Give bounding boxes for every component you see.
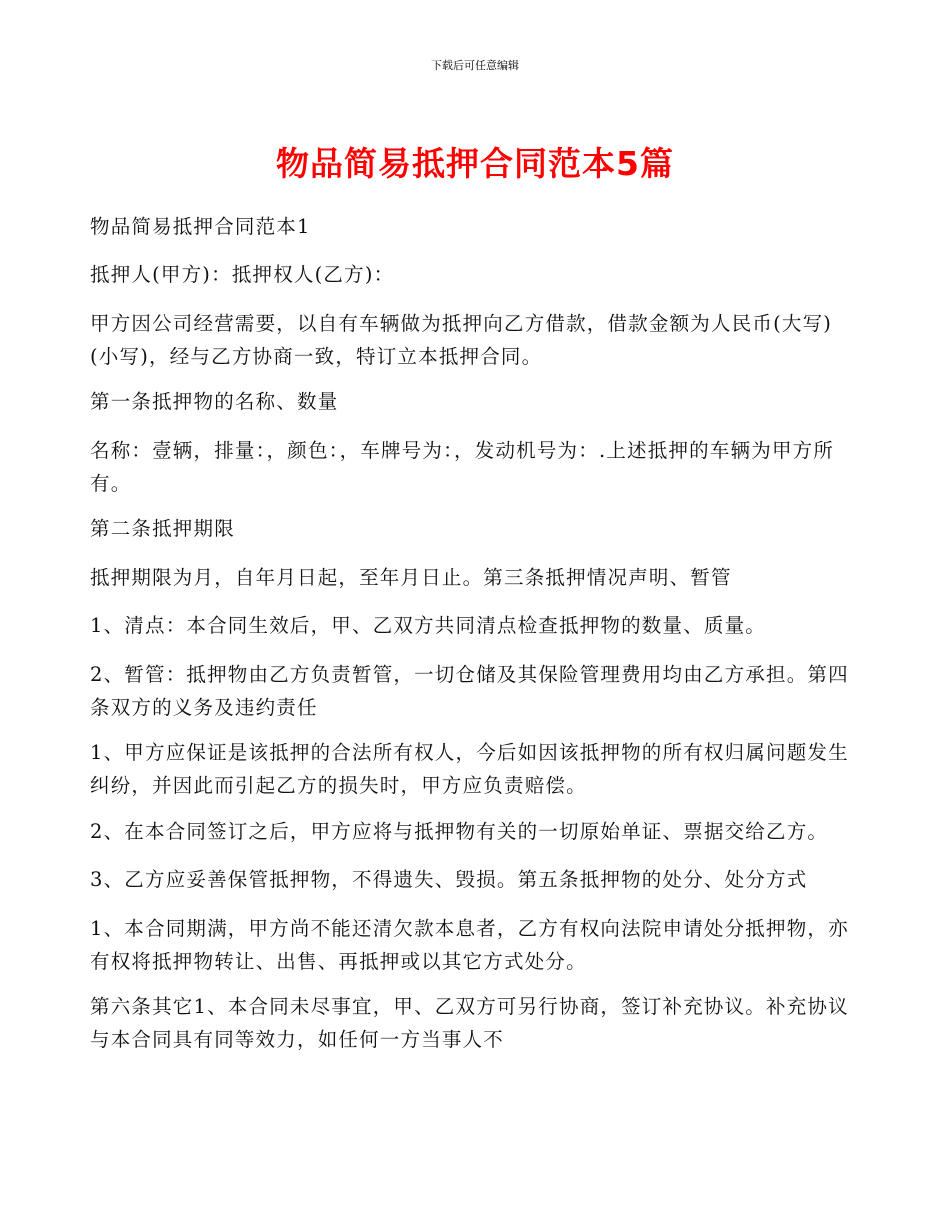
paragraph-disposal-1: 1、本合同期满，甲方尚不能还清欠款本息者，乙方有权向法院申请处分抵押物，亦有权将抵押物转让、出售、再抵押或以其它方式处分。 [90, 917, 849, 973]
paragraph-article-1-body: 名称：壹辆，排量：，颜色：，车牌号为：，发动机号为：.上述抵押的车辆为甲方所有。 [90, 439, 835, 495]
header-note: 下载后可任意编辑 [431, 59, 519, 72]
paragraph-obligation-1: 1、甲方应保证是该抵押的合法所有权人，今后如因该抵押物的所有权归属问题发生纠纷，并因此而引起乙方的损失时，甲方应负责赔偿。 [90, 741, 849, 797]
paragraph-parties: 抵押人(甲方)：抵押权人(乙方)： [90, 263, 395, 286]
document-title: 物品简易抵押合同范本5篇 [276, 144, 674, 183]
paragraph-article-1-heading: 第一条抵押物的名称、数量 [90, 390, 339, 413]
paragraph-section-heading: 物品简易抵押合同范本1 [90, 215, 311, 238]
paragraph-article-6: 第六条其它1、本合同未尽事宜，甲、乙双方可另行协商，签订补充协议。补充协议与本合同具有同等效力，如任何一方当事人不 [90, 995, 849, 1051]
paragraph-clause-custody: 2、暂管：抵押物由乙方负责暂管，一切仓储及其保险管理费用均由乙方承担。第四条双方的义务及违约责任 [90, 663, 849, 719]
paragraph-article-2-heading: 第二条抵押期限 [90, 517, 235, 540]
paragraph-obligation-2: 2、在本合同签订之后，甲方应将与抵押物有关的一切原始单证、票据交给乙方。 [90, 820, 829, 843]
paragraph-article-2-body: 抵押期限为月，自年月日起，至年月日止。第三条抵押情况声明、暂管 [90, 566, 732, 589]
paragraph-clause-inventory: 1、清点：本合同生效后，甲、乙双方共同清点检查抵押物的数量、质量。 [90, 614, 767, 637]
paragraph-obligation-3: 3、乙方应妥善保管抵押物，不得遗失、毁损。第五条抵押物的处分、处分方式 [90, 868, 808, 891]
paragraph-purpose: 甲方因公司经营需要，以自有车辆做为抵押向乙方借款，借款金额为人民币(大写)(小写)，经与乙方协商一致，特订立本抵押合同。 [90, 312, 833, 368]
